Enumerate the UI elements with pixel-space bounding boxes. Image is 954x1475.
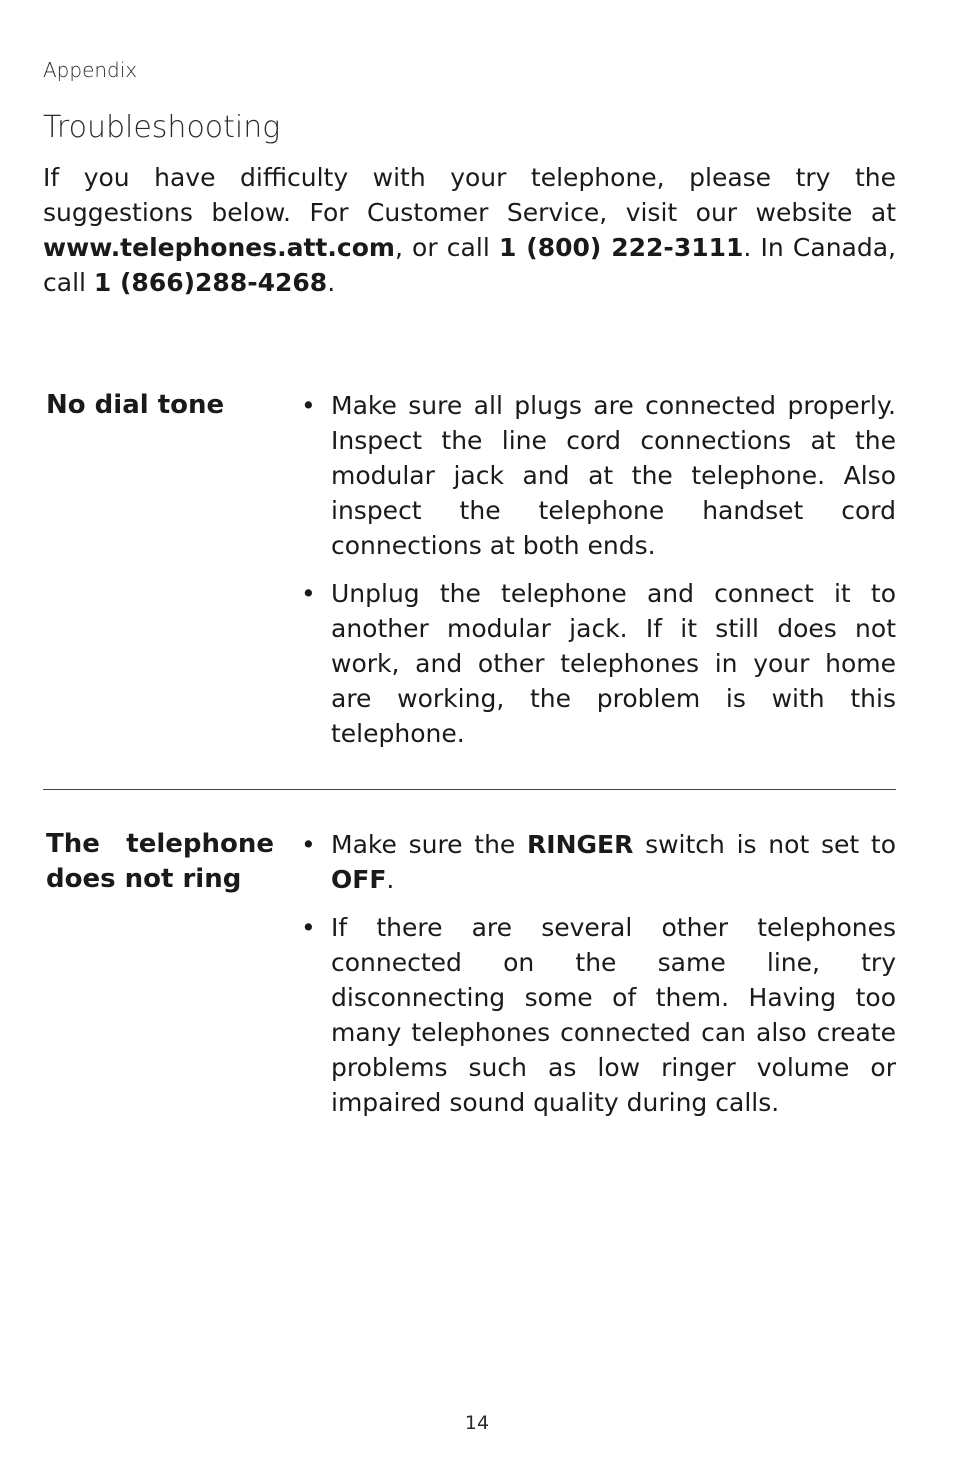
bullet-icon: •: [301, 579, 316, 608]
solution-list: [301, 388, 896, 764]
intro-text: If you have difficulty with your telephone, please try the suggestions below. For Customer Service, visit our website at: [43, 163, 896, 227]
solution-text: Make sure the: [331, 830, 528, 859]
page-number: 14: [464, 1412, 490, 1434]
solution-text: switch is not set to: [633, 830, 896, 859]
canada-phone-number: 1 (866)288-4268: [93, 268, 328, 297]
intro-text: . In Canada, call: [43, 233, 897, 297]
bullet-icon: •: [301, 913, 316, 942]
intro-text: , or call: [394, 233, 499, 262]
solution-text: .: [386, 865, 395, 894]
solution-item: [301, 388, 896, 563]
solution-text: Unplug the telephone and connect it to another modular jack. If it still does not work, and other telephones in your home are working, the problem is with this telephone.: [331, 579, 896, 748]
page-title: Troubleshooting: [43, 110, 281, 145]
intro-text: .: [327, 268, 336, 297]
website-link: www.telephones.att.com: [43, 233, 395, 262]
bullet-icon: •: [301, 391, 316, 420]
solution-text: If there are several other telephones connected on the same line, try disconnecting some of them. Having too many telephones connected can also create problems such as low ringer volume or impaired sound quality during calls.: [331, 913, 896, 1117]
ringer-switch-label: RINGER: [527, 830, 634, 859]
problem-label: The telephone does not ring: [46, 829, 274, 894]
us-phone-number: 1 (800) 222-3111: [498, 233, 744, 262]
solution-item: [301, 827, 896, 897]
bullet-icon: •: [301, 830, 316, 859]
solution-item: [301, 910, 896, 1120]
section-divider: [43, 789, 896, 790]
intro-paragraph: [43, 160, 896, 300]
solution-list: [301, 827, 896, 1133]
solution-item: [301, 576, 896, 751]
problem-label: No dial tone: [46, 390, 225, 420]
off-setting-label: OFF: [331, 865, 387, 894]
solution-text: Make sure all plugs are connected properly. Inspect the line cord connections at the modular jack and at the telephone. Also inspect the telephone handset cord connections at both ends.: [331, 391, 896, 560]
section-label: Appendix: [43, 58, 138, 82]
